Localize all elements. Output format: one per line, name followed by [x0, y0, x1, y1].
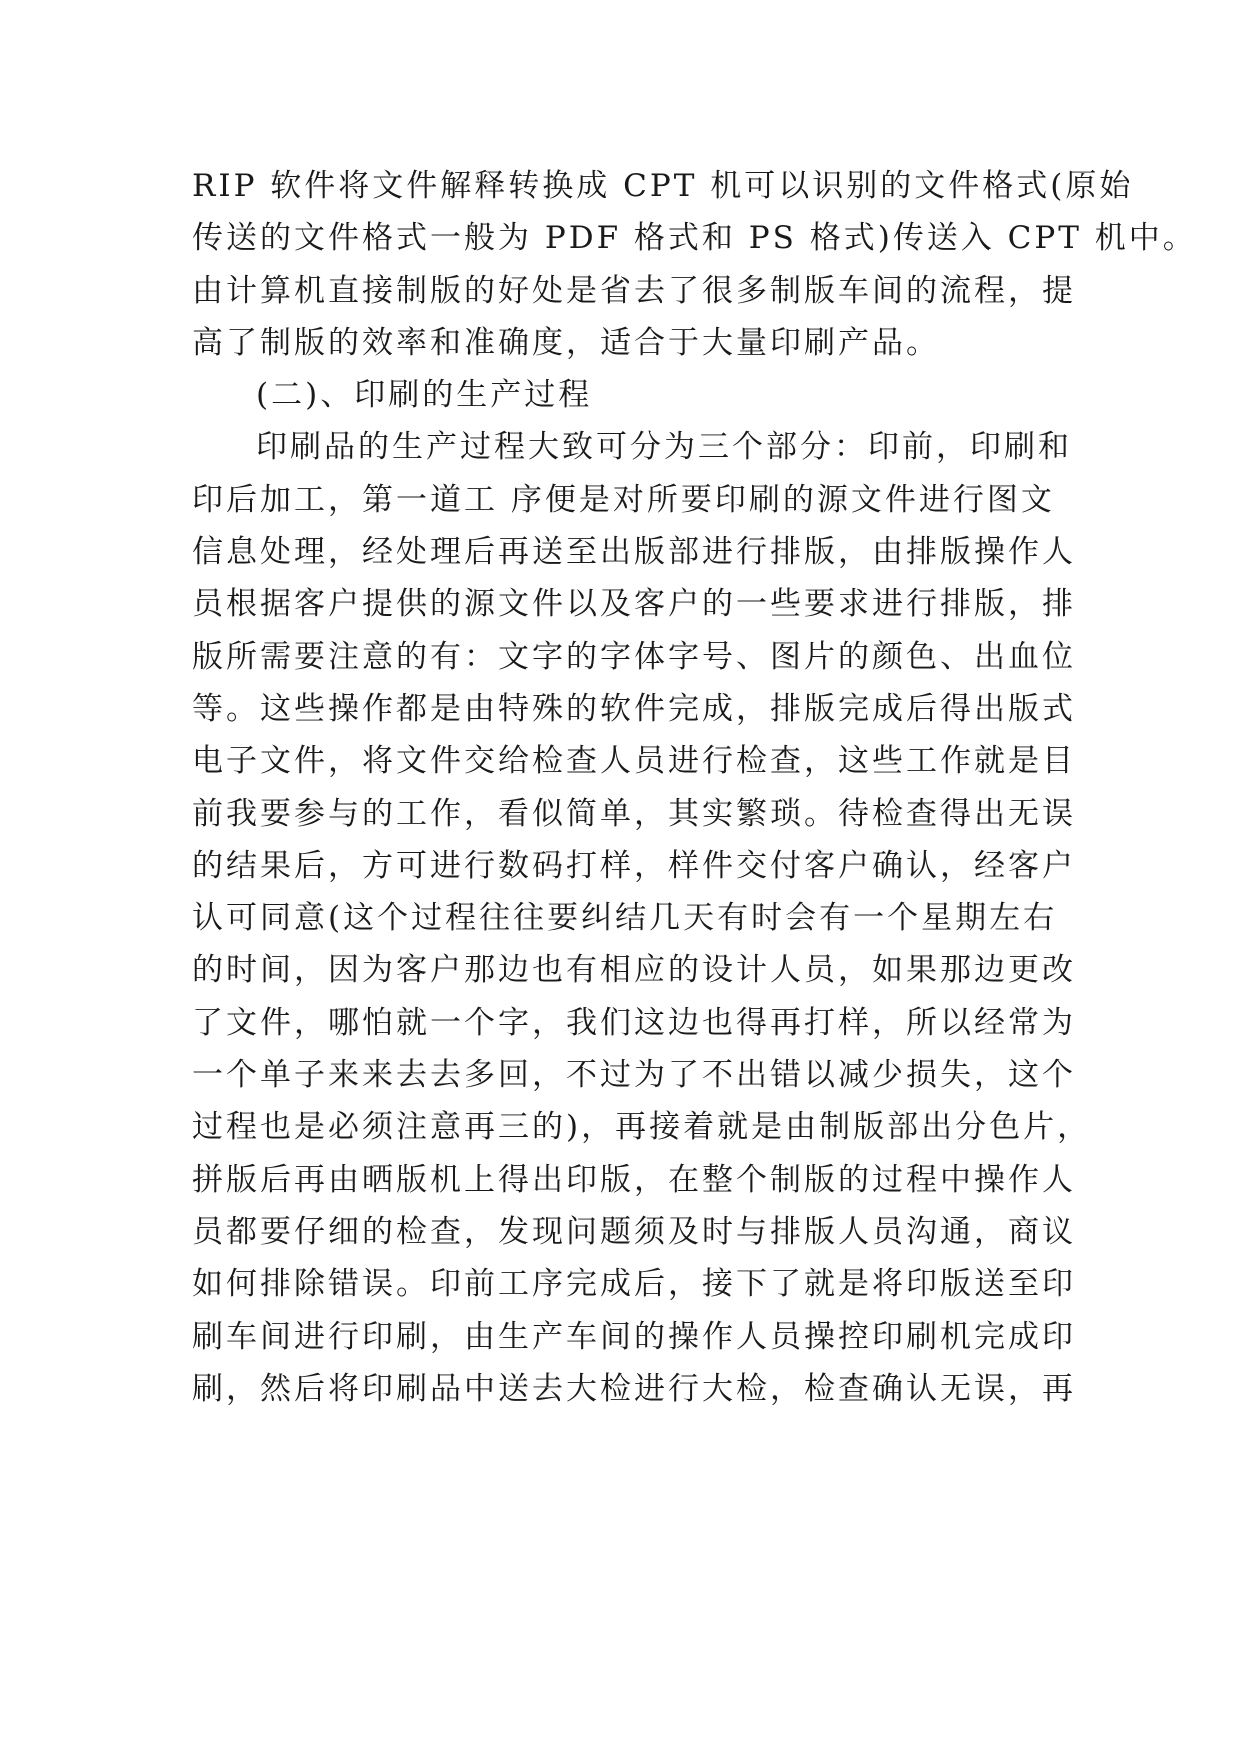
- text-line: 拼版后再由晒版机上得出印版，在整个制版的过程中操作人: [192, 1161, 1076, 1198]
- text-line: 前我要参与的工作，看似简单，其实繁琐。待检查得出无误: [192, 795, 1076, 832]
- text-line: 员根据客户提供的源文件以及客户的一些要求进行排版，排: [192, 586, 1076, 623]
- text-line: 印后加工，第一道工 序便是对所要印刷的源文件进行图文: [192, 481, 1055, 518]
- text-line: 传送的文件格式一般为 PDF 格式和 PS 格式)传送入 CPT 机中。: [192, 220, 1197, 257]
- text-line: 等。这些操作都是由特殊的软件完成，排版完成后得出版式: [192, 690, 1076, 727]
- text-line: 一个单子来来去去多回，不过为了不出错以减少损失，这个: [192, 1057, 1076, 1094]
- text-line: 如何排除错误。印前工序完成后，接下了就是将印版送至印: [192, 1266, 1076, 1303]
- text-line: 了文件，哪怕就一个字，我们这边也得再打样，所以经常为: [192, 1004, 1076, 1041]
- text-line: 刷车间进行印刷，由生产车间的操作人员操控印刷机完成印: [192, 1318, 1076, 1355]
- text-line: 的时间，因为客户那边也有相应的设计人员，如果那边更改: [192, 952, 1076, 989]
- text-line: 高了制版的效率和准确度，适合于大量印刷产品。: [192, 324, 940, 361]
- text-line: RIP 软件将文件解释转换成 CPT 机可以识别的文件格式(原始: [192, 168, 1134, 204]
- text-line: 员都要仔细的检查，发现问题须及时与排版人员沟通，商议: [192, 1213, 1076, 1250]
- section-heading: (二)、印刷的生产过程: [256, 377, 593, 414]
- body-text: [192, 160, 1197, 1415]
- text-line: 过程也是必须注意再三的)，再接着就是由制版部出分色片，: [192, 1109, 1092, 1146]
- text-line: 刷，然后将印刷品中送去大检进行大检，检查确认无误，再: [192, 1370, 1076, 1407]
- text-line: 电子文件，将文件交给检查人员进行检查，这些工作就是目: [192, 743, 1076, 780]
- text-line: 认可同意(这个过程往往要纠结几天有时会有一个星期左右: [192, 900, 1058, 937]
- text-line: 的结果后，方可进行数码打样，样件交付客户确认，经客户: [192, 847, 1076, 884]
- text-line: 由计算机直接制版的好处是省去了很多制版车间的流程，提: [192, 272, 1076, 309]
- text-line: 版所需要注意的有：文字的字体字号、图片的颜色、出血位: [192, 638, 1076, 675]
- text-line: 印刷品的生产过程大致可分为三个部分：印前，印刷和: [256, 429, 1072, 466]
- text-line: 信息处理，经处理后再送至出版部进行排版，由排版操作人: [192, 534, 1076, 571]
